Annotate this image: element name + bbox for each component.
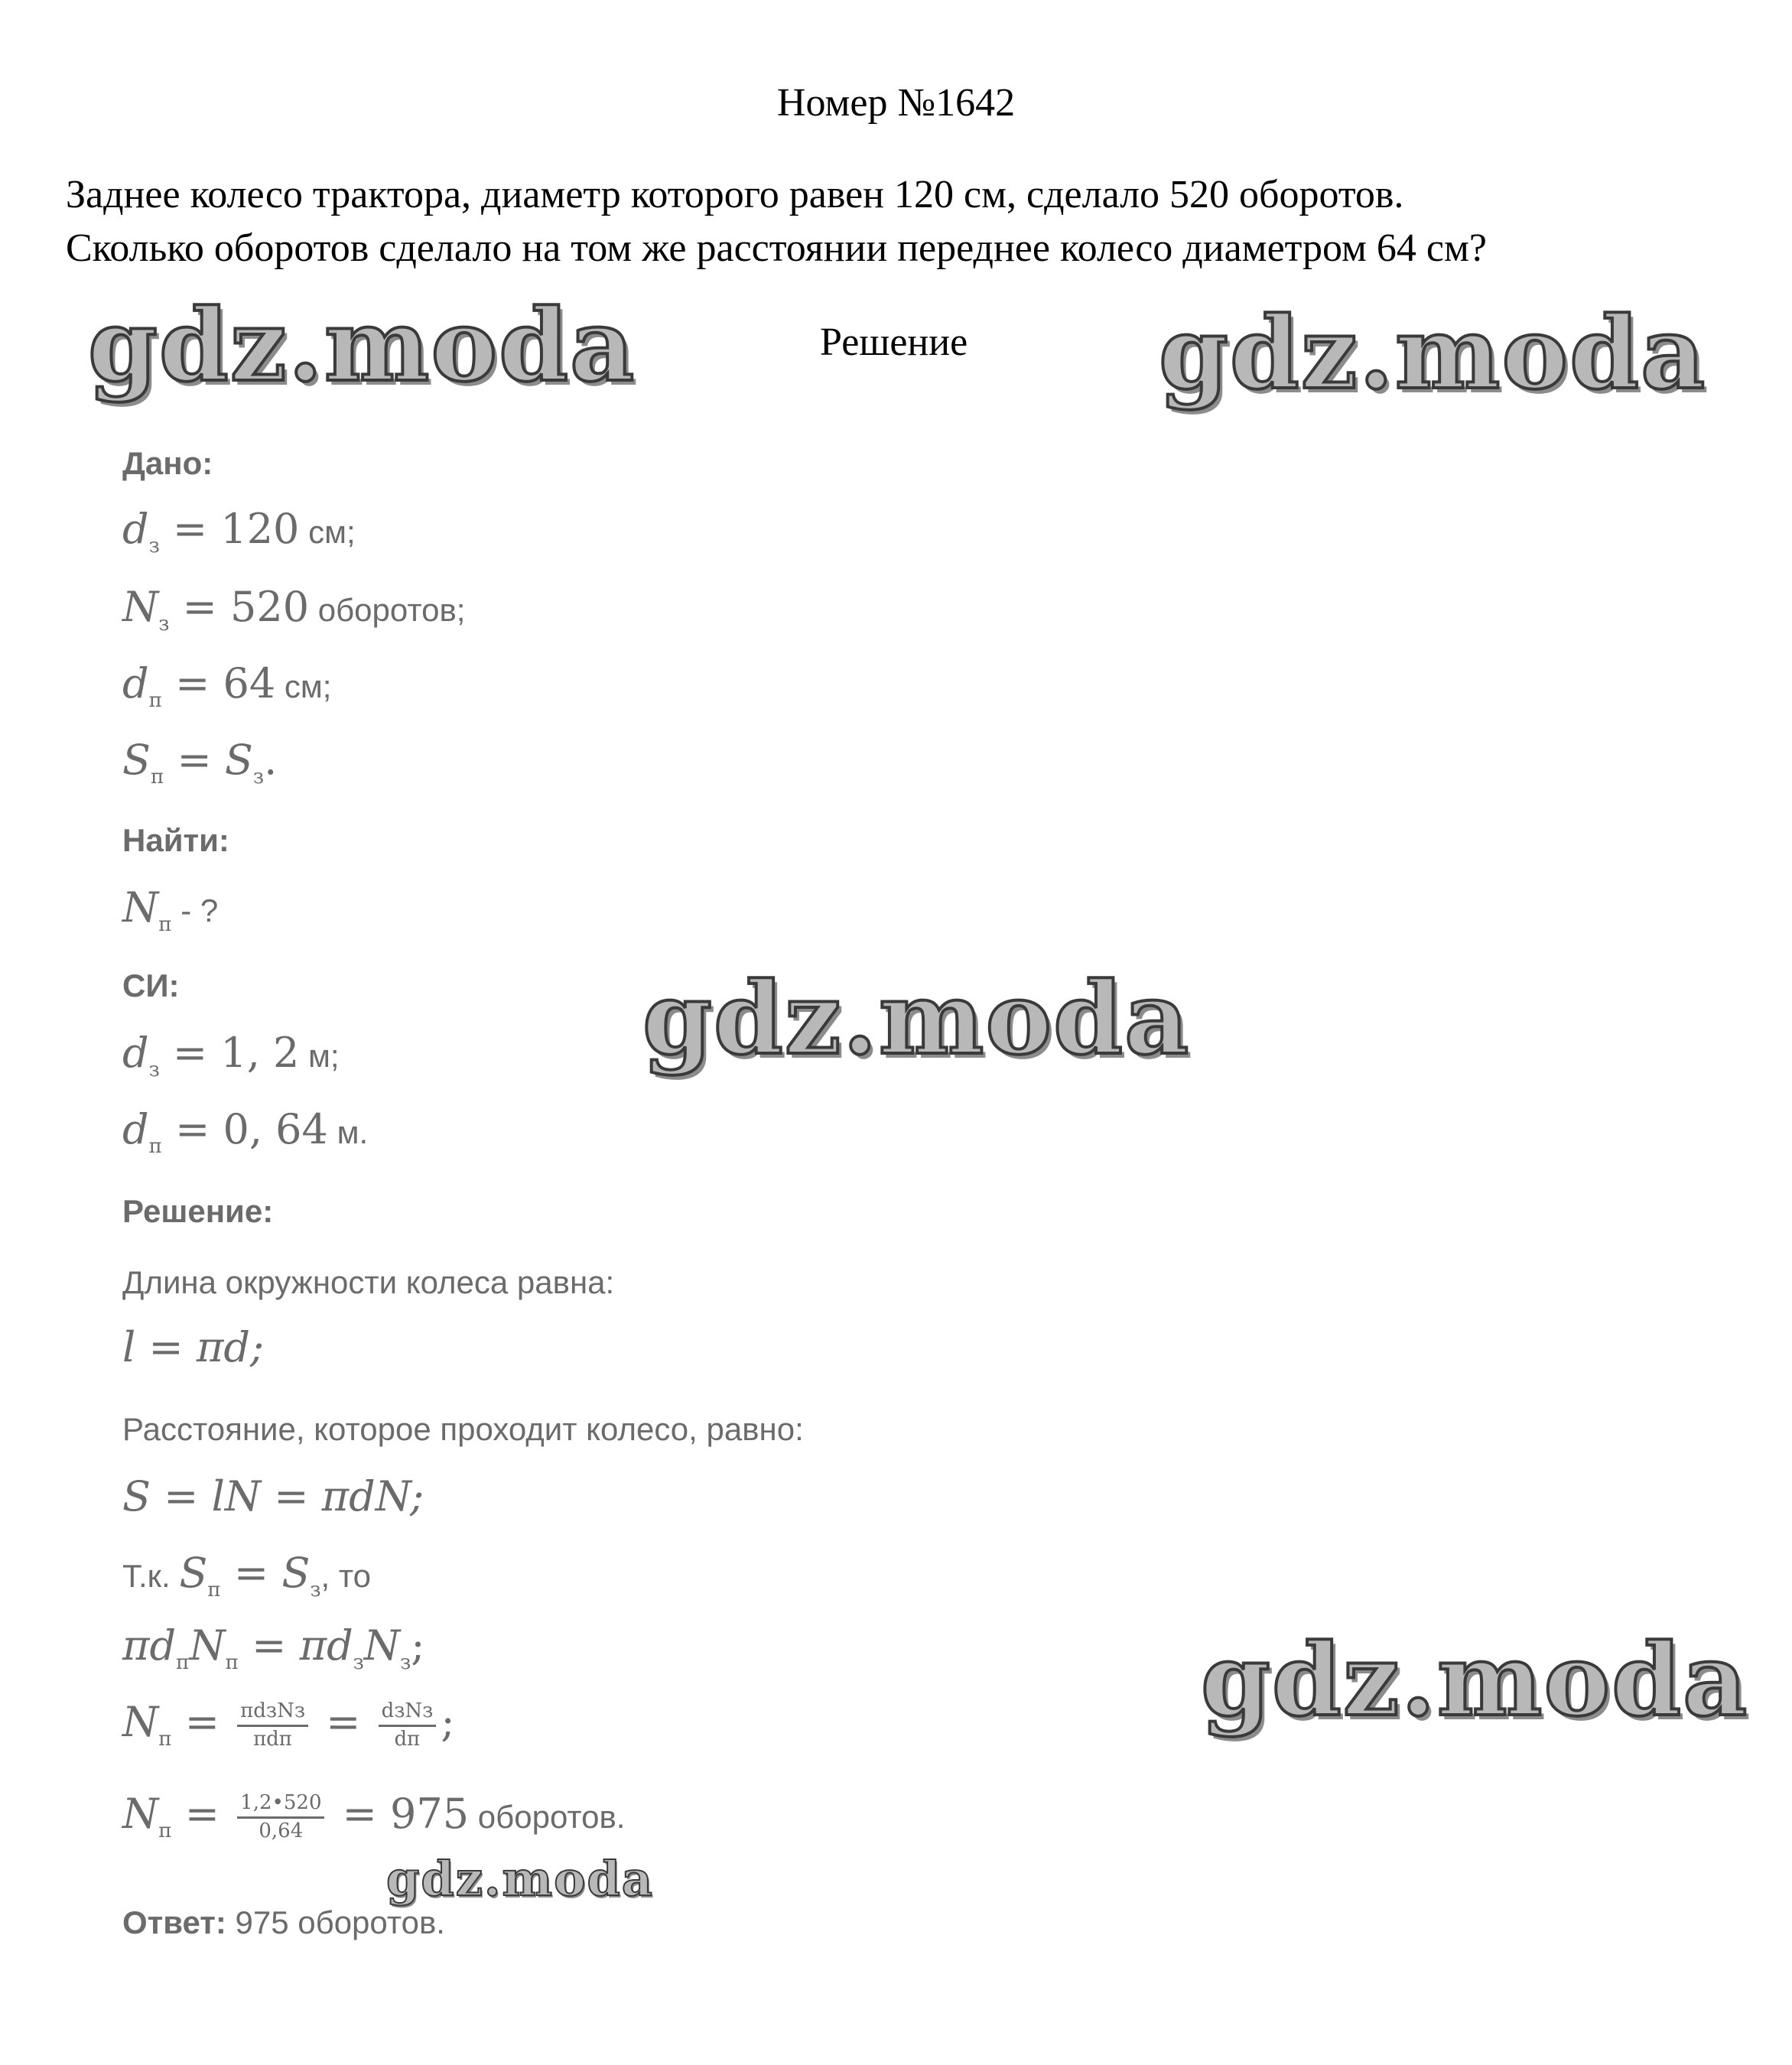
solution-text: Длина окружности колеса равна: (122, 1264, 615, 1300)
solution-label: Решение: (122, 1193, 274, 1229)
fraction: $\frac{\text{πdзNз}}{\text{πdп}}$ (237, 1700, 308, 1751)
result-equation: $N_п$ = $\frac{1,2•520}{0,64}$ = 975 оборотов. (122, 1790, 626, 1842)
find-item: $N_п$ - ? (122, 883, 219, 936)
task-text-line-2: Сколько оборотов сделало на том же расстоянии переднее колесо диаметром 64 см? (66, 226, 1487, 270)
watermark-logo: gdz.moda (642, 960, 1191, 1077)
fraction: $\frac{\text{dзNз}}{dп}$ (379, 1700, 437, 1751)
given-item: $S_п = S_з$. (122, 736, 278, 789)
si-item: $d_п = 0$, 64 м. (122, 1105, 369, 1158)
formula: S = lN = πdN; (122, 1472, 424, 1520)
condition-line: Т.к. $S_п = S_з$, то (122, 1549, 371, 1602)
watermark-logo: gdz.moda (386, 1851, 654, 1907)
find-label: Найти: (122, 822, 229, 858)
equation: $\pi d_пN_п = \pi d_зN_з$; (122, 1621, 425, 1674)
given-item: $d_з = 120$ см; (122, 505, 356, 558)
si-item: $d_з = 1$, 2 м; (122, 1029, 340, 1081)
given-item: $N_з = 520$ оборотов; (122, 583, 466, 636)
answer-line: Ответ: 975 оборотов. (122, 1904, 445, 1940)
task-text-line-1: Заднее колесо трактора, диаметр которого равен 120 см, сделало 520 оборотов. (66, 173, 1404, 216)
solution-text: Расстояние, которое проходит колесо, равно: (122, 1411, 804, 1447)
si-label: СИ: (122, 967, 180, 1003)
solution-heading: Решение (820, 320, 968, 364)
formula: l = πd; (122, 1323, 265, 1371)
given-label: Дано: (122, 445, 213, 481)
fraction: $\frac{1,2•520}{0,64}$ (237, 1792, 324, 1843)
page-title: Номер №1642 (776, 81, 1016, 125)
watermark-logo: gdz.moda (1159, 294, 1707, 411)
given-item: $d_п = 64$ см; (122, 659, 332, 712)
fraction-equation: $N_п$ = $\frac{\text{πdзNз}}{\text{πdп}}$ = $\frac{\text{dзNз}}{dп}$ ; (122, 1698, 455, 1751)
watermark-logo: gdz.moda (1201, 1621, 1749, 1738)
watermark-logo: gdz.moda (88, 287, 636, 404)
